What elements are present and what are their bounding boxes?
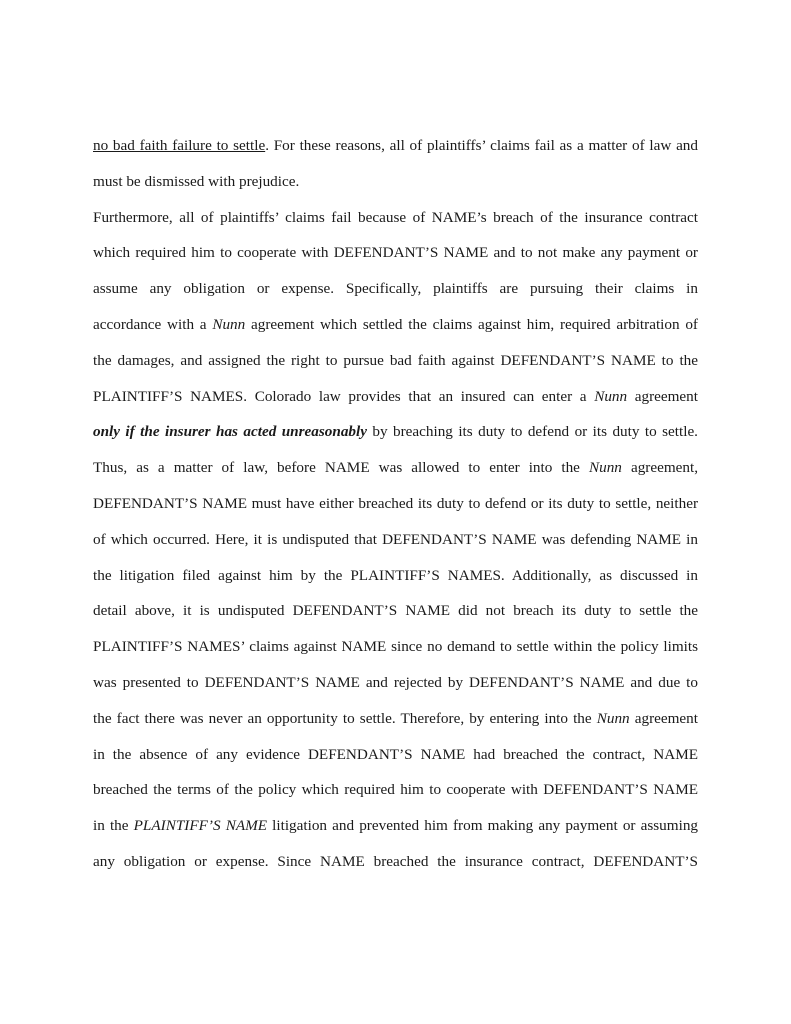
- text-line: [93, 235, 698, 271]
- text-segment: litigation and prevented him from making any payment or assuming: [267, 817, 698, 835]
- text-segment: no bad faith failure to settle: [93, 137, 266, 154]
- text-segment: in the absence of any evidence DEFENDANT’S NAME had breached the contract, NAME: [93, 745, 698, 763]
- text-line: [93, 271, 698, 307]
- text-segment: PLAINTIFF’S NAMES. Colorado law provides that an insured can enter a: [93, 387, 595, 405]
- text-segment: the litigation filed against him by the PLAINTIFF’S NAMES. Additionally, as discussed in: [93, 566, 698, 584]
- text-line: [93, 450, 698, 486]
- text-segment: agreement: [627, 387, 698, 405]
- text-segment: must be dismissed with prejudice.: [93, 172, 300, 190]
- text-segment: agreement: [629, 709, 698, 727]
- text-line: [93, 343, 698, 379]
- text-line: [93, 522, 698, 558]
- text-segment: only if the insurer has acted unreasonably: [93, 423, 367, 441]
- text-segment: agreement which settled the claims against him, required arbitration of: [245, 315, 698, 333]
- text-segment: agreement,: [621, 459, 698, 477]
- text-line: [93, 593, 698, 629]
- text-segment: by breaching its duty to defend or its duty to settle.: [366, 423, 698, 441]
- text-segment: was presented to DEFENDANT’S NAME and rejected by DEFENDANT’S NAME and due to: [93, 673, 698, 691]
- text-segment: DEFENDANT’S NAME must have either breached its duty to defend or its duty to settle, neither: [93, 494, 698, 512]
- text-segment: Furthermore, all of plaintiffs’ claims fail because of NAME’s breach of the insurance contract: [93, 208, 698, 226]
- text-line: [93, 844, 698, 880]
- text-segment: Nunn: [594, 387, 628, 405]
- text-line: [93, 486, 698, 522]
- text-line: [93, 737, 698, 773]
- text-line: [93, 701, 698, 737]
- text-line: [93, 164, 698, 200]
- text-line: [93, 629, 698, 665]
- text-segment: Nunn: [212, 315, 246, 333]
- text-segment: PLAINTIFF’S NAMES’ claims against NAME since no demand to settle within the policy limits: [93, 638, 698, 656]
- text-segment: which required him to cooperate with DEFENDANT’S NAME and to not make any payment or: [93, 244, 698, 262]
- text-segment: the damages, and assigned the right to pursue bad faith against DEFENDANT’S NAME to the: [93, 351, 698, 369]
- text-line: [93, 558, 698, 594]
- text-line: [93, 414, 698, 450]
- text-segment: Nunn: [596, 709, 630, 727]
- text-segment: in the: [93, 817, 134, 835]
- text-line: [93, 379, 698, 415]
- text-segment: Nunn: [588, 459, 622, 477]
- text-segment: accordance with a: [93, 315, 213, 333]
- text-line: [93, 808, 698, 844]
- text-segment: Thus, as a matter of law, before NAME was allowed to enter into the: [93, 459, 589, 477]
- text-line: [93, 772, 698, 808]
- text-line: [93, 200, 698, 236]
- text-segment: PLAINTIFF’S NAME: [133, 817, 268, 835]
- text-segment: the fact there was never an opportunity to settle. Therefore, by entering into the: [93, 709, 597, 727]
- text-segment: any obligation or expense. Since NAME breached the insurance contract, DEFENDANT’S: [93, 852, 698, 870]
- text-segment: detail above, it is undisputed DEFENDANT’S NAME did not breach its duty to settle the: [93, 602, 698, 620]
- body-text: [93, 128, 698, 880]
- text-line: [93, 307, 698, 343]
- text-segment: . For these reasons, all of plaintiffs’ claims fail as a matter of law and: [265, 137, 698, 154]
- text-segment: of which occurred. Here, it is undisputed that DEFENDANT’S NAME was defending NAME in: [93, 530, 698, 548]
- text-segment: assume any obligation or expense. Specifically, plaintiffs are pursuing their claims in: [93, 280, 698, 298]
- text-segment: breached the terms of the policy which required him to cooperate with DEFENDANT’S NAME: [93, 781, 698, 799]
- text-line: [93, 665, 698, 701]
- text-line: [93, 128, 698, 164]
